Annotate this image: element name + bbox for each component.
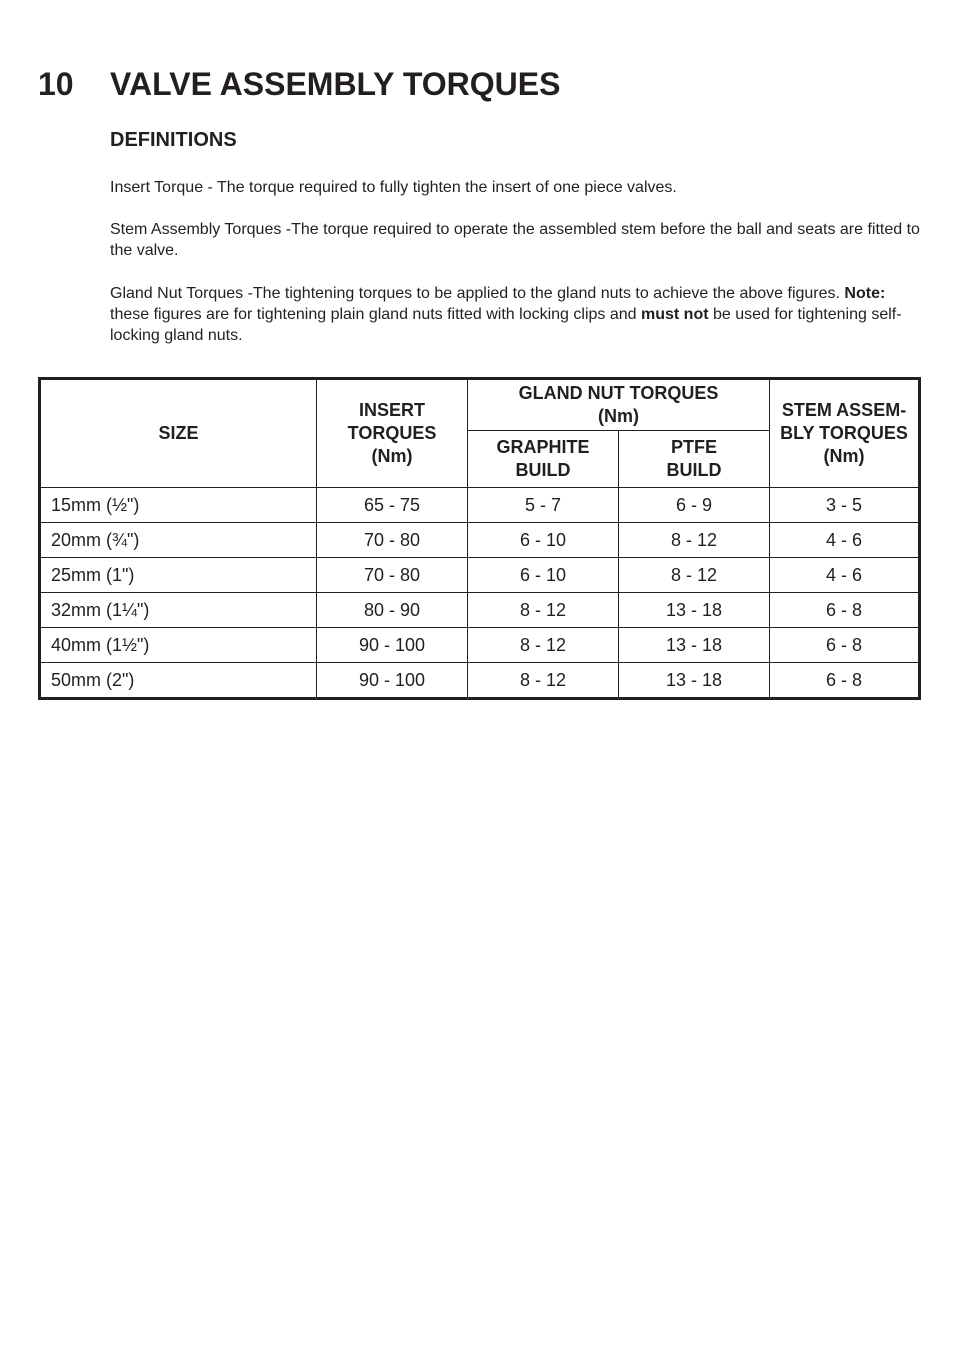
cell-insert: 70 - 80 [317,523,468,558]
section-heading [38,64,560,104]
header-graphite-build: GRAPHITE BUILD [468,431,619,488]
table-row [40,628,920,663]
cell-insert: 90 - 100 [317,628,468,663]
cell-ptfe: 13 - 18 [619,593,770,628]
cell-ptfe: 8 - 12 [619,523,770,558]
torque-table [38,377,921,700]
cell-size: 20mm (¾") [40,523,317,558]
cell-insert: 70 - 80 [317,558,468,593]
cell-graphite: 6 - 10 [468,523,619,558]
cell-size: 15mm (½") [40,488,317,523]
table-row [40,488,920,523]
cell-insert: 80 - 90 [317,593,468,628]
cell-size: 32mm (1¼") [40,593,317,628]
cell-stem: 4 - 6 [770,558,920,593]
cell-size: 40mm (1½") [40,628,317,663]
cell-stem: 6 - 8 [770,663,920,699]
header-stem-assembly-torques: STEM ASSEM- BLY TORQUES (Nm) [770,379,920,488]
cell-stem: 6 - 8 [770,628,920,663]
gland-nut-text-1: Gland Nut Torques -The tightening torques to be applied to the gland nuts to achieve the above figures. [110,285,840,302]
section-title: VALVE ASSEMBLY TORQUES [110,66,561,102]
cell-stem: 3 - 5 [770,488,920,523]
table-row [40,663,920,699]
header-ptfe-build: PTFE BUILD [619,431,770,488]
gland-nut-definition [110,283,922,346]
header-insert-torques: INSERT TORQUES (Nm) [317,379,468,488]
cell-size: 25mm (1") [40,558,317,593]
gland-nut-text-2: these figures are for tightening plain gland nuts fitted with locking clips and [110,306,637,323]
insert-torque-definition: Insert Torque - The torque required to fully tighten the insert of one piece valves. [110,179,677,196]
stem-assembly-definition: Stem Assembly Torques -The torque required to operate the assembled stem before the ball and seats are fitted to the valve. [110,221,920,259]
table-row [40,523,920,558]
table-row [40,558,920,593]
cell-ptfe: 13 - 18 [619,628,770,663]
section-number: 10 [38,66,74,102]
cell-ptfe: 13 - 18 [619,663,770,699]
cell-insert: 65 - 75 [317,488,468,523]
cell-graphite: 6 - 10 [468,558,619,593]
header-size: SIZE [40,379,317,488]
gland-nut-text-3: be used for tightening self-locking gland nuts. [110,306,902,344]
header-gland-nut-torques: GLAND NUT TORQUES (Nm) [468,379,770,431]
cell-stem: 6 - 8 [770,593,920,628]
definitions-heading: DEFINITIONS [110,129,237,151]
must-not-emphasis: must not [641,306,709,323]
cell-graphite: 8 - 12 [468,663,619,699]
note-label: Note: [844,285,886,302]
cell-graphite: 5 - 7 [468,488,619,523]
cell-ptfe: 6 - 9 [619,488,770,523]
cell-insert: 90 - 100 [317,663,468,699]
cell-size: 50mm (2") [40,663,317,699]
cell-graphite: 8 - 12 [468,593,619,628]
cell-graphite: 8 - 12 [468,628,619,663]
cell-stem: 4 - 6 [770,523,920,558]
cell-ptfe: 8 - 12 [619,558,770,593]
table-row [40,593,920,628]
